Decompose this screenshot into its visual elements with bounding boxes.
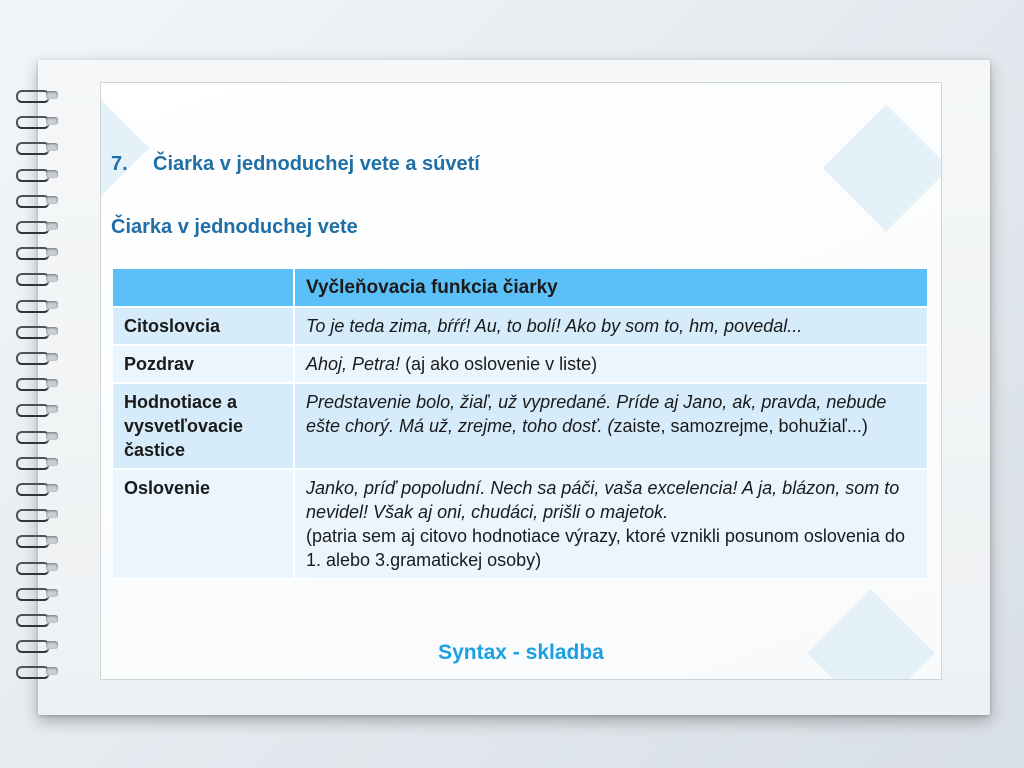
ring-hole xyxy=(46,327,58,335)
ring-wire xyxy=(16,352,50,365)
ring-wire xyxy=(16,509,50,522)
row-label: Hodnotiace a vysvetľovacie častice xyxy=(112,383,294,469)
table-row xyxy=(112,469,928,579)
heading-number: 7. xyxy=(111,153,128,175)
ring-wire xyxy=(16,562,50,575)
spiral-ring-icon xyxy=(12,350,60,364)
ring-wire xyxy=(16,326,50,339)
spiral-ring-icon xyxy=(12,140,60,154)
ring-wire xyxy=(16,431,50,444)
table-header-cell: Vyčleňovacia funkcia čiarky xyxy=(294,268,928,307)
ring-wire xyxy=(16,300,50,313)
ring-hole xyxy=(46,117,58,125)
spiral-ring-icon xyxy=(12,114,60,128)
ring-wire xyxy=(16,247,50,260)
spiral-ring-icon xyxy=(12,167,60,181)
ring-hole xyxy=(46,143,58,151)
ring-wire xyxy=(16,404,50,417)
row-examples xyxy=(294,345,928,383)
ring-hole xyxy=(46,196,58,204)
ring-wire xyxy=(16,90,50,103)
ring-hole xyxy=(46,536,58,544)
spiral-ring-icon xyxy=(12,193,60,207)
ring-wire xyxy=(16,457,50,470)
spiral-ring-icon xyxy=(12,429,60,443)
notebook-page xyxy=(100,82,942,680)
spiral-ring-icon xyxy=(12,664,60,678)
ring-wire xyxy=(16,221,50,234)
ring-hole xyxy=(46,301,58,309)
ring-wire xyxy=(16,535,50,548)
ring-hole xyxy=(46,222,58,230)
slide-footer: Syntax - skladba xyxy=(438,641,604,664)
spiral-ring-icon xyxy=(12,245,60,259)
examples-plain: (patria sem aj citovo hodnotiace výrazy, ktoré vznikli posunom oslovenia do 1. alebo 3.gramatickej osoby) xyxy=(306,526,905,570)
spiral-ring-icon xyxy=(12,507,60,521)
examples-italic: Ahoj, Petra! xyxy=(306,354,401,374)
spiral-ring-icon xyxy=(12,638,60,652)
ring-wire xyxy=(16,169,50,182)
row-label: Citoslovcia xyxy=(112,307,294,345)
row-label: Oslovenie xyxy=(112,469,294,579)
spiral-ring-icon xyxy=(12,324,60,338)
table-header-cell-empty xyxy=(112,268,294,307)
ring-hole xyxy=(46,589,58,597)
table-row xyxy=(112,307,928,345)
examples-plain: zaiste, samozrejme, bohužiaľ...) xyxy=(613,416,868,436)
spiral-ring-icon xyxy=(12,298,60,312)
table-header-row xyxy=(112,268,928,307)
ring-wire xyxy=(16,195,50,208)
spiral-ring-icon xyxy=(12,481,60,495)
ring-hole xyxy=(46,248,58,256)
row-examples xyxy=(294,469,928,579)
ring-hole xyxy=(46,170,58,178)
examples-plain: (aj ako oslovenie v liste) xyxy=(400,354,598,374)
spiral-ring-icon xyxy=(12,271,60,285)
spiral-ring-icon xyxy=(12,560,60,574)
ring-hole xyxy=(46,91,58,99)
spiral-ring-icon xyxy=(12,533,60,547)
ring-hole xyxy=(46,510,58,518)
spiral-ring-icon xyxy=(12,612,60,626)
decorative-diamond-right-top xyxy=(822,104,942,231)
spiral-ring-icon xyxy=(12,219,60,233)
spiral-ring-icon xyxy=(12,88,60,102)
row-examples xyxy=(294,383,928,469)
ring-hole xyxy=(46,432,58,440)
decorative-diamond-right-bottom xyxy=(807,589,934,680)
ring-wire xyxy=(16,378,50,391)
table-row xyxy=(112,345,928,383)
ring-wire xyxy=(16,483,50,496)
row-examples xyxy=(294,307,928,345)
ring-hole xyxy=(46,405,58,413)
heading-text: Čiarka v jednoduchej vete a súvetí xyxy=(153,153,480,175)
spiral-ring-icon xyxy=(12,402,60,416)
row-label: Pozdrav xyxy=(112,345,294,383)
examples-italic: Predstavenie bolo, žiaľ, už vypredané. Príde aj Jano, ak, pravda, nebude ešte chorý. Má už, zrejme, toho dosť. ( xyxy=(306,392,887,436)
ring-wire xyxy=(16,640,50,653)
ring-wire xyxy=(16,142,50,155)
slide-heading xyxy=(111,153,480,176)
decorative-diamond-left xyxy=(100,84,150,211)
ring-wire xyxy=(16,666,50,679)
comma-functions-table xyxy=(111,267,929,580)
slide-subheading: Čiarka v jednoduchej vete xyxy=(111,216,358,238)
table-row xyxy=(112,383,928,469)
examples-italic: To je teda zima, bŕŕŕ! Au, to bolí! Ako by som to, hm, povedal... xyxy=(306,316,803,336)
spiral-ring-icon xyxy=(12,455,60,469)
spiral-ring-icon xyxy=(12,586,60,600)
ring-hole xyxy=(46,615,58,623)
ring-hole xyxy=(46,274,58,282)
ring-hole xyxy=(46,379,58,387)
ring-hole xyxy=(46,667,58,675)
ring-wire xyxy=(16,116,50,129)
ring-wire xyxy=(16,588,50,601)
ring-wire xyxy=(16,273,50,286)
ring-hole xyxy=(46,353,58,361)
examples-italic: Janko, príď popoludní. Nech sa páči, vaša excelencia! A ja, blázon, som to nevidel! Však aj oni, chudáci, prišli o majetok. xyxy=(306,478,900,522)
ring-hole xyxy=(46,484,58,492)
ring-hole xyxy=(46,458,58,466)
ring-wire xyxy=(16,614,50,627)
spiral-binding xyxy=(12,88,64,698)
ring-hole xyxy=(46,641,58,649)
spiral-ring-icon xyxy=(12,376,60,390)
ring-hole xyxy=(46,563,58,571)
